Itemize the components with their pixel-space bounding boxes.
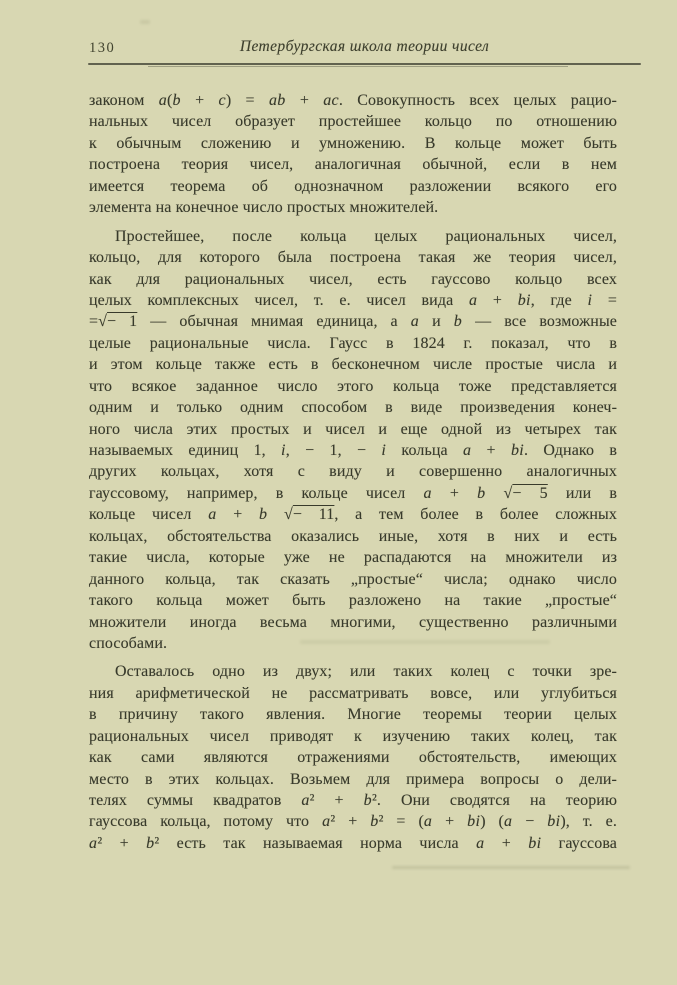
text-line: других кольцах, хотя с виду и совершенно аналогичных (89, 463, 617, 481)
text-line: Простейшее, после кольца целых рациональных чисел, (115, 227, 617, 245)
text-line: что всякое заданное число этого кольца тоже представляется (89, 377, 617, 395)
text-line: к обычным сложению и умножению. В кольце может быть (89, 134, 617, 152)
text-line: целые рациональные числа. Гаусс в 1824 г. показал, что в (89, 334, 617, 352)
page-body (89, 90, 617, 854)
text-line: имеется теорема об однозначном разложении всякого его (89, 177, 617, 195)
scan-smudge (140, 20, 150, 24)
paragraph (89, 226, 617, 655)
text-line: кольцо, для которого была построена такая же теория чисел, (89, 249, 617, 267)
text-line: такие числа, которые уже не распадаются на множители из (89, 549, 617, 567)
text-line: =√− 1 — обычная мнимая единица, а a и b — все возможные (89, 313, 617, 331)
text-line: множители иногда весьма многими, существенно различными (89, 613, 617, 631)
text-line: ния арифметической не рассматривать вовсе, или углубиться (89, 684, 617, 702)
text-line: нальных чисел образует простейшее кольцо по отношению (89, 113, 617, 131)
page-header (88, 38, 641, 56)
scan-smudge (300, 640, 550, 644)
text-line: кольце чисел a + b √− 11, а тем более в более сложных (89, 506, 617, 524)
text-line: место в этих кольцах. Возьмем для примера вопросы о дели- (89, 770, 617, 788)
text-line: и этом кольце также есть в бесконечном числе простые числа и (89, 356, 617, 374)
text-line: телях суммы квадратов a² + b². Они сводятся на теорию (89, 792, 618, 809)
text-line: такого кольца может быть разложено на такие „простые“ (89, 592, 617, 610)
text-line: одним и только одним способом в виде произведения конеч- (89, 399, 617, 417)
text-line: способами. (89, 634, 168, 652)
paragraph (89, 661, 617, 854)
scan-smudge (392, 866, 630, 869)
text-line: законом a(b + c) = ab + ac. Совокупность всех целых рацио- (89, 92, 617, 109)
text-line: называемых единиц 1, i, − 1, − i кольца a + bi. Однако в (89, 442, 617, 459)
text-line: кольцах, обстоятельства оказались иные, хотя в них и есть (89, 527, 617, 545)
text-line: элемента на конечное число простых множителей. (89, 199, 439, 217)
text-line: данного кольца, так сказать „простые“ числа; однако число (89, 570, 617, 588)
text-line: a² + b² есть так называемая норма числа a + bi гауссова (89, 834, 617, 852)
header-rule (88, 63, 641, 65)
text-line: рациональных чисел приводят к изучению таких колец, так (89, 727, 617, 745)
text-line: ного числа этих простых и чисел и еще одной из четырех так (89, 420, 617, 438)
text-line: как для рациональных чисел, есть гауссово кольцо всех (89, 270, 617, 288)
text-line: Оставалось одно из двух; или таких колец с точки зре- (115, 663, 617, 681)
text-line: как сами являются отражениями обстоятельств, имеющих (89, 749, 617, 767)
text-line: построена теория чисел, аналогичная обычной, если в нем (89, 156, 617, 174)
text-line: целых комплексных чисел, т. е. чисел вида a + bi, где i = (89, 291, 617, 309)
text-line: в причину такого явления. Многие теоремы теории целых (89, 706, 617, 724)
running-header: Петербургская школа теории чисел (239, 38, 490, 55)
header-rule-shadow (148, 66, 568, 67)
paragraph (89, 90, 617, 219)
page-number: 130 (89, 40, 116, 56)
text-line: гауссова кольца, потому что a² + b² = (a + bi) (a − bi), т. е. (89, 813, 617, 831)
text-line: гауссовому, например, в кольце чисел a + b √− 5 или в (89, 484, 617, 502)
